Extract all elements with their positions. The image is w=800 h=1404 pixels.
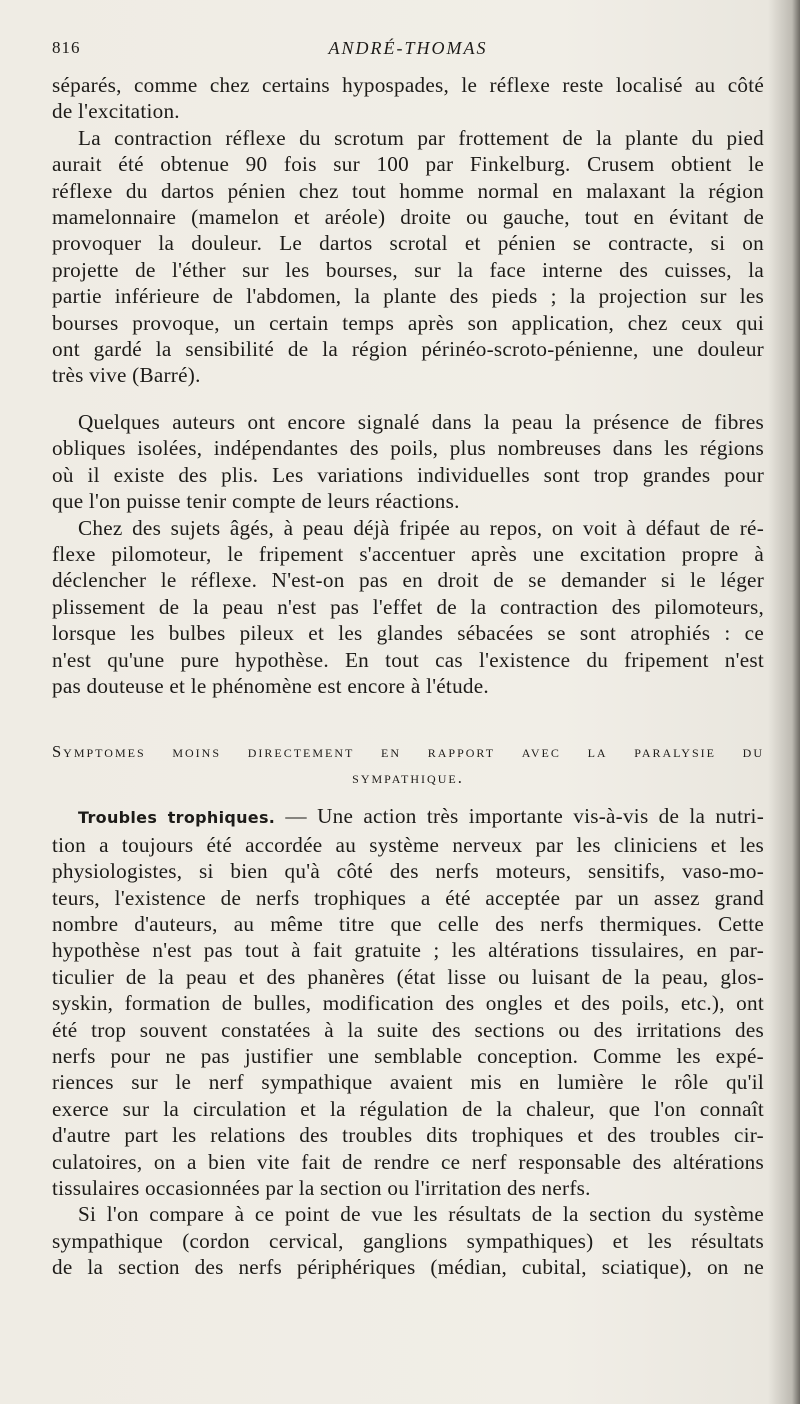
run-in-heading: Troubles trophiques. <box>78 808 276 828</box>
text-line: Chez des sujets âgés, à peau déjà fripée au repos, on voit à défaut de ré- <box>78 515 764 540</box>
text-line: projette de l'éther sur les bourses, sur la face interne des cuisses, la <box>52 257 764 282</box>
text-line: obliques isolées, indépendantes des poils, plus nombreuses dans les régions <box>52 436 764 461</box>
text-line: teurs, l'existence de nerfs trophiques a été acceptée par un assez grand <box>52 885 764 910</box>
paragraph-troubles-trophiques <box>52 803 764 1201</box>
text-line: n'est qu'une pure hypothèse. En tout cas l'existence du fripement n'est <box>52 647 764 672</box>
text-line: aurait été obtenue 90 fois sur 100 par Finkelburg. Crusem obtient le <box>52 152 764 177</box>
text-line: de l'excitation. <box>52 99 180 124</box>
text-line: syskin, formation de bulles, modification des ongles et des poils, etc.), ont <box>52 991 764 1016</box>
text-line: flexe pilomoteur, le fripement s'accentuer après une excitation propre à <box>52 541 764 566</box>
text-line: été trop souvent constatées à la suite des sections ou des irritations des <box>52 1017 764 1042</box>
text-line: lorsque les bulbes pileux et les glandes sébacées se sont atrophiés : ce <box>52 621 764 646</box>
text-line: nerfs pour ne pas justifier une semblable conception. Comme les expé- <box>52 1044 764 1068</box>
paragraph-gap <box>52 791 764 803</box>
text-fragment: — Une action très importante vis-à-vis de la nutri- <box>275 804 765 829</box>
text-line: bourses provoque, un certain temps après son application, chez ceux qui <box>52 310 764 335</box>
text-line: provoquer la douleur. Le dartos scrotal et pénien se contracte, si on <box>52 231 764 256</box>
text-line: très vive (Barré). <box>52 363 201 388</box>
page-number: 816 <box>52 38 81 57</box>
section-gap <box>52 699 764 739</box>
text-line: de la section des nerfs périphériques (médian, cubital, sciatique), on ne <box>52 1255 764 1280</box>
paragraph-3 <box>52 409 764 515</box>
text-line: tissulaires occasionnées par la section ou l'irritation des nerfs. <box>52 1176 591 1201</box>
text-line: hypothèse n'est pas tout à fait gratuite ; les altérations tissulaires, en par- <box>52 938 764 963</box>
text-line: ticulier de la peau et des phanères (état lisse ou luisant de la peau, glos- <box>52 964 764 989</box>
page-header <box>52 38 764 62</box>
text-line: pas douteuse et le phénomène est encore à l'étude. <box>52 673 489 698</box>
text-line: où il existe des plis. Les variations individuelles sont trop grandes pour <box>52 462 764 487</box>
text-line: culatoires, on a bien vite fait de rendre ce nerf responsable des altérations <box>52 1149 764 1174</box>
text-line: Quelques auteurs ont encore signalé dans la peau la présence de fibres <box>78 409 764 434</box>
text-line: La contraction réflexe du scrotum par frottement de la plante du pied <box>78 125 764 150</box>
paragraph-6 <box>52 1201 764 1280</box>
section-heading-line: sympathique. <box>352 768 464 788</box>
paragraph-gap <box>52 389 764 409</box>
text-line: déclencher le réflexe. N'est-on pas en droit de se demander si le léger <box>52 568 764 593</box>
text-line: que l'on puisse tenir compte de leurs réactions. <box>52 489 460 514</box>
text-line: nombre d'auteurs, au même titre que celle des nerfs thermiques. Cette <box>52 911 764 936</box>
text-line <box>52 803 764 831</box>
text-line: réflexe du dartos pénien chez tout homme normal en malaxant la région <box>52 178 764 203</box>
text-line: ont gardé la sensibilité de la région périnéo-scroto-pénienne, une douleur <box>52 337 764 362</box>
running-head: ANDRÉ-THOMAS <box>328 38 488 58</box>
body-text <box>52 72 764 1281</box>
paragraph-1 <box>52 72 764 125</box>
section-heading-line: Symptomes moins directement en rapport avec la paralysie du <box>52 742 764 762</box>
text-line: mamelonnaire (mamelon et aréole) droite ou gauche, tout en évitant de <box>52 205 764 230</box>
text-line: riences sur le nerf sympathique avaient mis en lumière le rôle qu'il <box>52 1070 764 1095</box>
text-line: exerce sur la circulation et la régulation de la chaleur, que l'on connaît <box>52 1096 764 1121</box>
text-line: physiologistes, si bien qu'à côté des nerfs moteurs, sensitifs, vaso-mo- <box>52 859 764 884</box>
text-line: sympathique (cordon cervical, ganglions sympathiques) et les résultats <box>52 1228 764 1253</box>
paragraph-2 <box>52 125 764 389</box>
text-line: plissement de la peau n'est pas l'effet de la contraction des pilomoteurs, <box>52 594 764 619</box>
paragraph-4 <box>52 515 764 700</box>
text-line: Si l'on compare à ce point de vue les résultats de la section du système <box>78 1202 764 1227</box>
section-heading <box>52 739 764 791</box>
text-line: tion a toujours été accordée au système nerveux par les cliniciens et les <box>52 832 764 857</box>
text-line: d'autre part les relations des troubles dits trophiques et des troubles cir- <box>52 1123 764 1148</box>
text-line: séparés, comme chez certains hypospades, le réflexe reste localisé au côté <box>52 73 764 97</box>
text-line: partie inférieure de l'abdomen, la plante des pieds ; la projection sur les <box>52 284 764 309</box>
